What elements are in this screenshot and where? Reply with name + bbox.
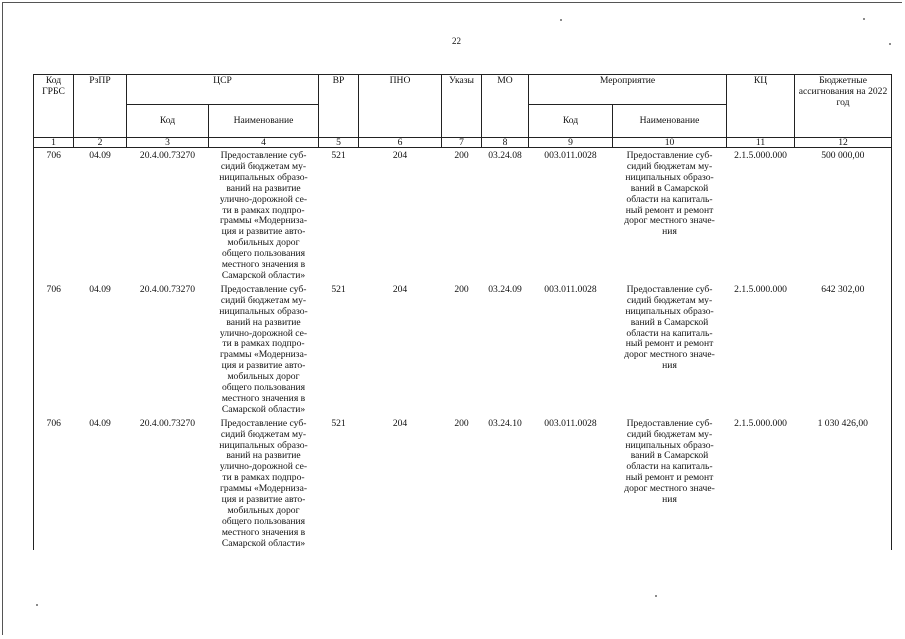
event-name-text: Предоставление суб- сидий бюджетам му- ниципальных образо- ваний в Самарской области на капиталь- ный ремонт и ремонт дорог местного значе- ния [624, 150, 715, 238]
col-number: 5 [319, 138, 359, 148]
header-csr-name: Наименование [209, 105, 319, 138]
header-row-top [34, 75, 892, 105]
header-mo: МО [482, 75, 529, 138]
cell-ukazy: 200 [454, 150, 469, 161]
cell-event-name [613, 282, 727, 416]
cell-csr-name [209, 282, 319, 416]
table-row [34, 282, 892, 416]
cell-event-name [613, 416, 727, 550]
cell-vr: 521 [331, 417, 346, 429]
csr-name-text: Предоставление суб- сидий бюджетам му- ниципальных образо- ваний на развитие улично-дорожной се- ти в рамках подпро- граммы «Модерниза- ция и развитие авто- мобильных дорог общего пользования местного значения в Самарской области» [219, 417, 308, 549]
header-kc: КЦ [727, 75, 795, 138]
header-csr: ЦСР [127, 75, 319, 105]
scan-speck [655, 595, 657, 597]
cell-event-code: 003.011.0028 [544, 283, 597, 295]
csr-name-text: Предоставление суб- сидий бюджетам му- ниципальных образо- ваний на развитие улично-дорожной се- ти в рамках подпро- граммы «Модерниза- ция и развитие авто- мобильных дорог общего пользования местного значения в Самарской области» [219, 283, 308, 415]
cell-grbs: 706 [34, 148, 74, 282]
col-number: 7 [442, 138, 482, 148]
col-number: 6 [359, 138, 442, 148]
header-event-name: Наименование [613, 105, 727, 138]
cell-rzpr: 04.09 [89, 417, 111, 429]
column-number-row [34, 138, 892, 148]
cell-event-code: 003.011.0028 [544, 417, 597, 429]
cell-grbs: 706 [34, 282, 74, 416]
col-number: 4 [209, 138, 319, 148]
event-name-text: Предоставление суб- сидий бюджетам му- ниципальных образо- ваний в Самарской области на капиталь- ный ремонт и ремонт дорог местного значе- ния [624, 417, 715, 506]
cell-vr: 521 [331, 150, 346, 161]
cell-amount: 1 030 426,00 [795, 416, 892, 550]
cell-amount: 642 302,00 [795, 282, 892, 416]
cell-mo: 03.24.09 [488, 283, 522, 295]
event-name-text: Предоставление суб- сидий бюджетам му- ниципальных образо- ваний в Самарской области на капиталь- ный ремонт и ремонт дорог местного значе- ния [624, 283, 715, 372]
cell-kc: 2.1.5.000.000 [734, 150, 787, 161]
cell-event-code: 003.011.0028 [544, 150, 597, 161]
cell-csr-code: 20.4.00.73270 [139, 417, 196, 429]
cell-csr-code: 20.4.00.73270 [139, 150, 196, 161]
cell-rzpr: 04.09 [89, 150, 111, 161]
cell-ukazy: 200 [454, 417, 469, 429]
cell-amount: 500 000,00 [795, 148, 892, 282]
scan-speck [889, 43, 891, 45]
cell-rzpr: 04.09 [89, 283, 111, 295]
table-row [34, 416, 892, 550]
cell-pno: 204 [392, 417, 408, 429]
col-number: 10 [613, 138, 727, 148]
cell-pno: 204 [392, 150, 408, 161]
budget-table [33, 74, 892, 550]
cell-mo: 03.24.08 [488, 150, 522, 161]
col-number: 11 [727, 138, 795, 148]
header-pno: ПНО [359, 75, 442, 138]
cell-vr: 521 [331, 283, 346, 295]
header-event-code: Код [529, 105, 613, 138]
csr-name-text: Предоставление суб- сидий бюджетам му- ниципальных образо- ваний на развитие улично-дорожной се- ти в рамках подпро- граммы «Модерниза- ция и развитие авто- мобильных дорог общего пользования местного значения в Самарской области» [219, 150, 308, 281]
cell-mo: 03.24.10 [488, 417, 522, 429]
col-number: 2 [74, 138, 127, 148]
col-number: 9 [529, 138, 613, 148]
cell-csr-name [209, 148, 319, 282]
header-rzpr: РзПР [74, 75, 127, 138]
cell-ukazy: 200 [454, 283, 469, 295]
col-number: 12 [795, 138, 892, 148]
col-number: 3 [127, 138, 209, 148]
cell-csr-name [209, 416, 319, 550]
header-ukazy: Указы [442, 75, 482, 138]
cell-kc: 2.1.5.000.000 [734, 417, 787, 429]
table-row [34, 148, 892, 282]
header-budget: Бюджетные ассигнования на 2022 год [795, 75, 892, 138]
cell-event-name [613, 148, 727, 282]
page-number: 22 [452, 36, 461, 46]
col-number: 8 [482, 138, 529, 148]
scan-speck [560, 19, 562, 21]
scan-speck [36, 604, 38, 606]
cell-grbs: 706 [34, 416, 74, 550]
scan-speck [863, 18, 865, 20]
cell-csr-code: 20.4.00.73270 [139, 283, 196, 295]
header-grbs: Код ГРБС [34, 75, 74, 138]
col-number: 1 [34, 138, 74, 148]
header-csr-code: Код [127, 105, 209, 138]
cell-pno: 204 [392, 283, 408, 295]
cell-kc: 2.1.5.000.000 [734, 283, 787, 295]
header-vr: ВР [319, 75, 359, 138]
header-event: Мероприятие [529, 75, 727, 105]
